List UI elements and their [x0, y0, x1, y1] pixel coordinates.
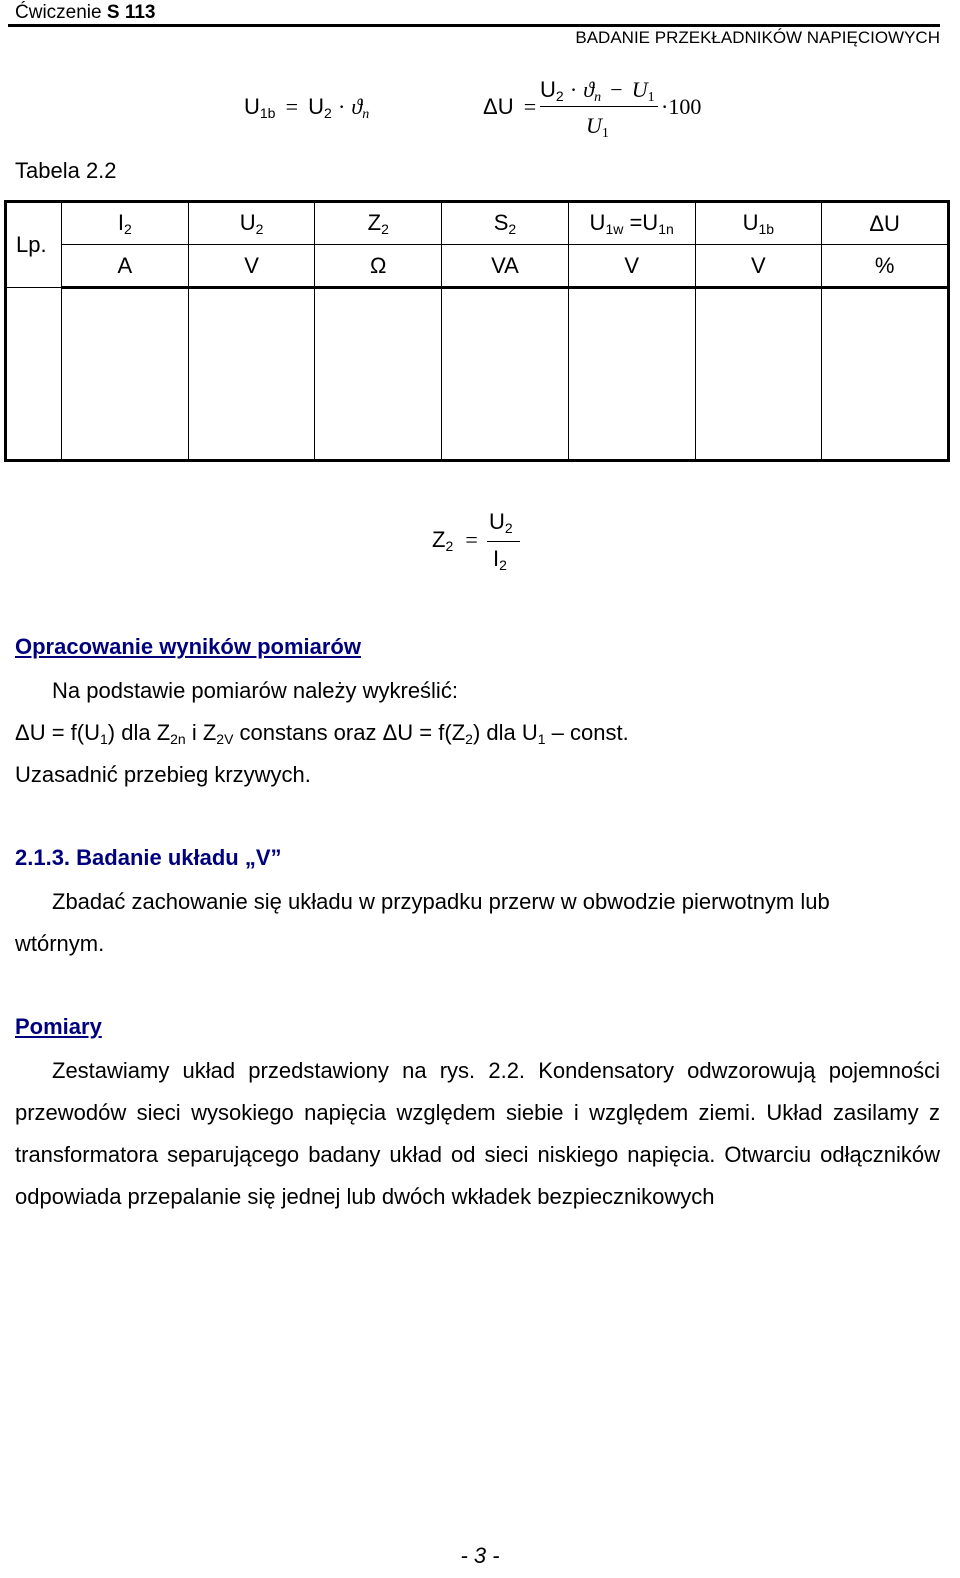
formula-delta-u-factor-value: 100 — [668, 94, 702, 119]
formula-delta-u-numerator — [540, 77, 655, 106]
formula-delta-u-symbol: ΔU — [483, 94, 514, 119]
formula-z2-denominator — [493, 546, 507, 573]
formula-delta-u-num-dot: · — [569, 77, 578, 102]
formula-delta-u-fraction-bar — [540, 106, 658, 107]
formula-z2-symbol: Z — [432, 527, 446, 552]
column-header-u1w-u1n: $U_{1w} =U_{1n}$ — [568, 202, 695, 245]
formula-delta-u-num-minus: − — [610, 77, 623, 102]
formula-delta-u-eq: = — [523, 94, 537, 119]
data-cell — [315, 288, 442, 461]
formula-u1b-theta: ϑ — [351, 94, 363, 119]
formula-u1b-u2-sub: 2 — [324, 105, 332, 121]
processing-line-3: Uzasadnić przebieg krzywych. — [15, 762, 311, 787]
formula-u1b-dot: · — [337, 94, 346, 119]
formula-delta-u-times: · — [661, 94, 669, 119]
formula-u1b-lhs-sub: 1b — [259, 105, 276, 121]
data-cell — [822, 288, 949, 461]
formula-z2-eq: = — [465, 527, 478, 552]
data-cell — [6, 288, 62, 461]
formula-delta-u-denominator — [586, 113, 609, 142]
page-number: - 3 - — [460, 1543, 500, 1568]
formula-z2-num-sub: 2 — [504, 520, 513, 536]
v-system-line-2: wtórnym. — [15, 931, 105, 956]
formula-delta-u-lhs — [483, 94, 536, 120]
table-data-row — [6, 288, 949, 461]
formula-u1b-eq: = — [285, 94, 299, 119]
formula-z2-symbol-sub: 2 — [445, 538, 454, 554]
unit-cell: V — [695, 245, 822, 288]
column-header-i2: $I_2$ — [62, 202, 189, 245]
formula-delta-u-num-u1-sub: 1 — [647, 90, 655, 105]
formula-z2-numerator — [489, 509, 513, 536]
exercise-label — [15, 2, 155, 24]
measurement-table — [4, 200, 950, 462]
header-rule — [8, 24, 940, 27]
formula-delta-u-factor — [661, 94, 701, 120]
measurements-paragraph: Zestawiamy układ przedstawiony na rys. 2.2. Kondensatory odwzorowują pojemności przewodów sieci wysokiego napięcia względem siebie i względem ziemi. Układ zasilamy z transformatora separującego badany układ od sieci niskiego napięcia. Otwarciu odłączników odpowiada przepalanie się jednej lub dwóch wkładek bezpiecznikowych — [15, 1058, 940, 1209]
column-header-delta-u: ΔU — [822, 202, 949, 245]
heading-v-system: 2.1.3. Badanie układu „V” — [15, 845, 282, 870]
formula-u1b-u2: U — [308, 94, 325, 119]
column-header-u1b: $U_{1b}$ — [695, 202, 822, 245]
formula-delta-u-num-theta-sub: n — [594, 90, 602, 105]
unit-cell: % — [822, 245, 949, 288]
table-units-row — [6, 245, 949, 288]
formula-u1b-lhs: U — [244, 94, 260, 119]
unit-cell: A — [62, 245, 189, 288]
formula-delta-u-num-u2-sub: 2 — [555, 88, 564, 104]
processing-line-2: $\Delta U = f(U_1)$ dla $Z_{2n}$ i $Z_{2V}$ constans oraz $\Delta U = f(Z_2)$ dla $U_1$ – const. — [15, 720, 629, 747]
formula-delta-u-num-theta: ϑ — [583, 77, 595, 102]
formula-delta-u-num-u1: U — [631, 77, 648, 102]
formula-u1b-theta-sub: n — [362, 107, 370, 122]
unit-cell: Ω — [315, 245, 442, 288]
exercise-code: S 113 — [106, 2, 156, 23]
heading-measurements: Pomiary — [15, 1014, 102, 1039]
heading-processing-results: Opracowanie wyników pomiarów — [15, 634, 361, 659]
processing-line-1: Na podstawie pomiarów należy wykreślić: — [52, 678, 458, 703]
column-header-s2: $S_2$ — [442, 202, 569, 245]
column-header-u2: $U_2$ — [188, 202, 315, 245]
v-system-line-1: Zbadać zachowanie się układu w przypadku przerw w obwodzie pierwotnym lub — [52, 889, 830, 914]
exercise-prefix: Ćwiczenie — [15, 2, 107, 23]
formula-z2-lhs — [432, 527, 478, 554]
table-caption: Tabela 2.2 — [15, 158, 117, 183]
data-cell — [188, 288, 315, 461]
formula-z2-fraction-bar — [487, 541, 520, 542]
data-cell — [62, 288, 189, 461]
data-cell — [442, 288, 569, 461]
data-cell — [695, 288, 822, 461]
data-cell — [568, 288, 695, 461]
formula-u1b — [244, 94, 369, 123]
document-title: BADANIE PRZEKŁADNIKÓW NAPIĘCIOWYCH — [575, 28, 940, 47]
unit-cell: V — [188, 245, 315, 288]
formula-delta-u-den-u1: U — [586, 113, 602, 138]
table-header-row — [6, 202, 949, 245]
formula-delta-u-num-u2: U — [540, 77, 556, 102]
formula-z2-den-sub: 2 — [499, 557, 507, 573]
formula-z2-den: I — [493, 546, 500, 571]
unit-cell: V — [568, 245, 695, 288]
formula-z2-num: U — [489, 509, 505, 534]
unit-cell: VA — [442, 245, 569, 288]
column-header-z2: $Z_2$ — [315, 202, 442, 245]
formula-delta-u-den-u1-sub: 1 — [601, 126, 609, 141]
lp-header: Lp. — [6, 202, 62, 288]
